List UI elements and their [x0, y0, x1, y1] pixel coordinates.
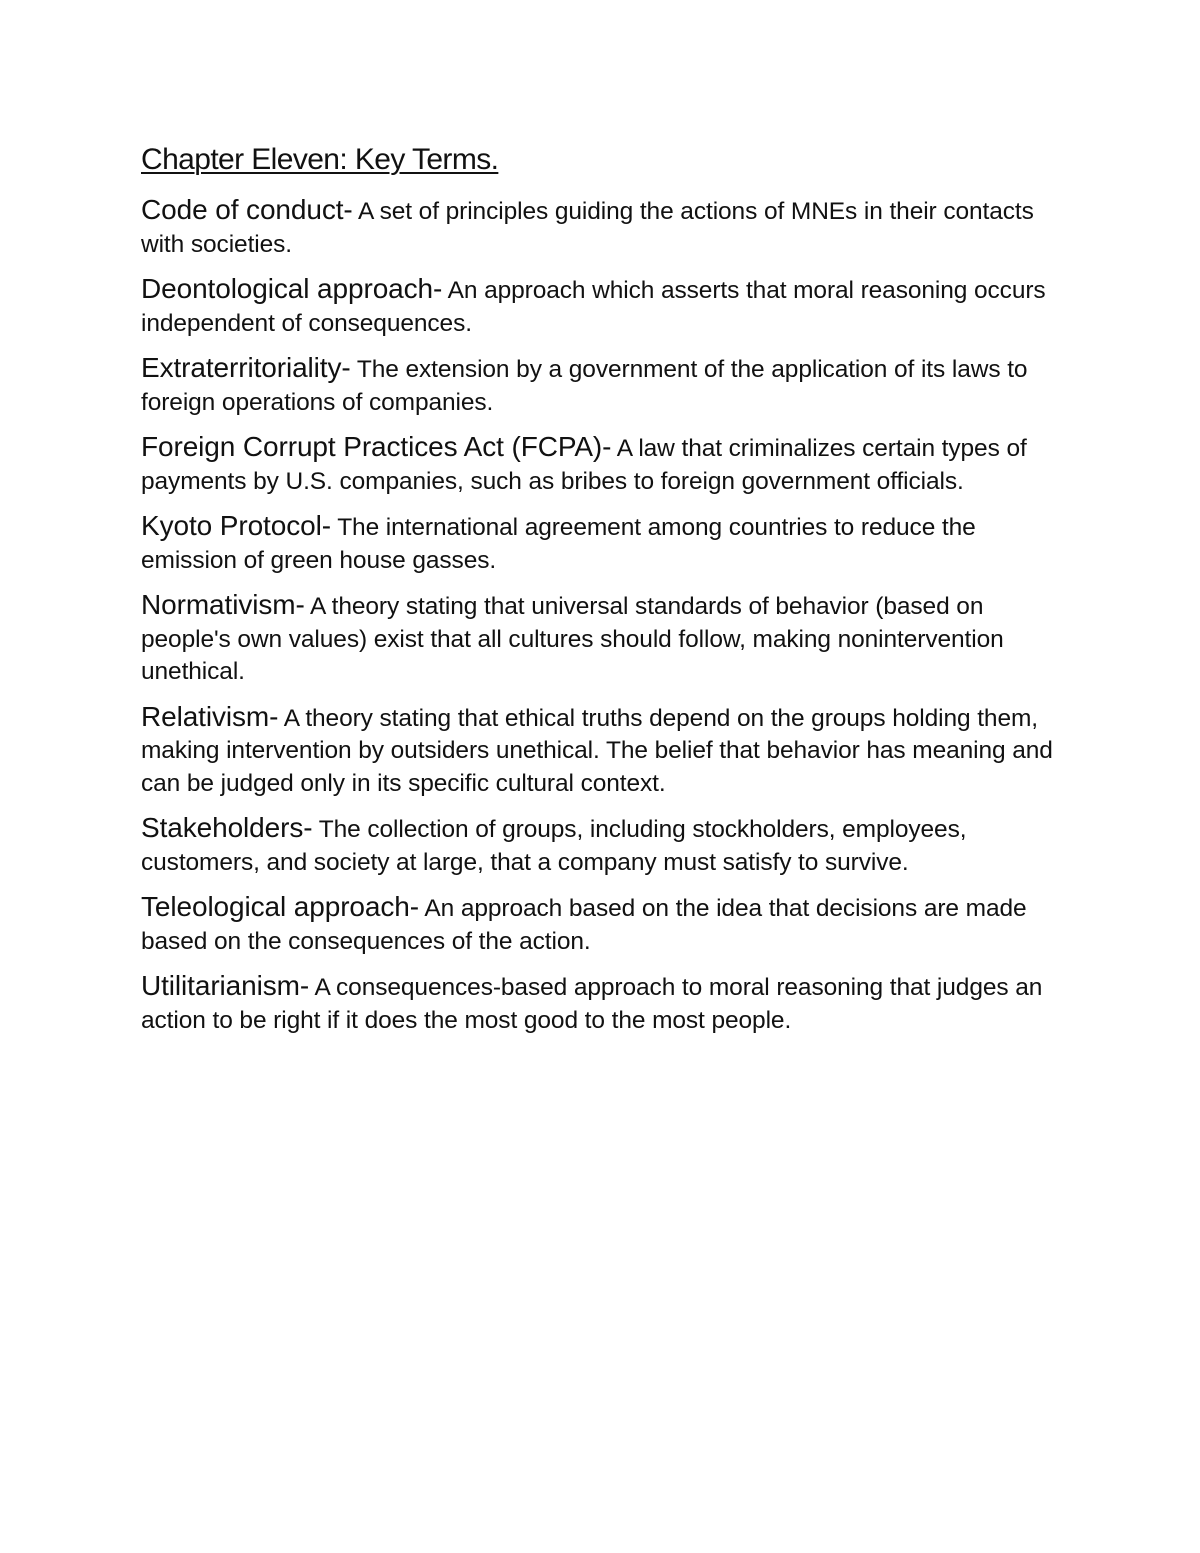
term-entry-normativism: [141, 589, 1071, 689]
term-entry-deontological-approach: [141, 273, 1071, 340]
term-entry-relativism: [141, 701, 1071, 801]
term-entry-code-of-conduct: [141, 194, 1071, 261]
term-name: Teleological approach-: [141, 891, 419, 922]
term-entry-stakeholders: [141, 812, 1071, 879]
term-entry-extraterritoriality: [141, 352, 1071, 419]
term-entry-kyoto-protocol: [141, 510, 1071, 577]
term-definition: A consequences-based approach to moral reasoning that judges an action to be right if it does the most good to the most people.: [141, 974, 1043, 1034]
term-definition: An approach which asserts that moral reasoning occurs independent of consequences.: [141, 277, 1046, 337]
term-definition: A theory stating that ethical truths depend on the groups holding them, making intervention by outsiders unethical. The belief that behavior has meaning and can be judged only in its specific cultural context.: [141, 704, 1053, 797]
term-name: Stakeholders-: [141, 812, 313, 843]
page-title: Chapter Eleven: Key Terms.: [141, 143, 499, 176]
term-name: Relativism-: [141, 700, 279, 732]
term-entry-utilitarianism: [141, 970, 1071, 1037]
term-definition: An approach based on the idea that decisions are made based on the consequences of the action.: [141, 895, 1027, 955]
term-definition: The international agreement among countries to reduce the emission of green house gasses.: [141, 514, 976, 574]
term-definition: The extension by a government of the application of its laws to foreign operations of companies.: [141, 356, 1028, 416]
term-entry-fcpa: [141, 431, 1071, 498]
term-definition: The collection of groups, including stockholders, employees, customers, and society at large, that a company must satisfy to survive.: [141, 816, 967, 876]
term-definition: A law that criminalizes certain types of payments by U.S. companies, such as bribes to foreign government officials.: [141, 435, 1027, 495]
term-name: Code of conduct-: [141, 194, 353, 225]
term-name: Utilitarianism-: [141, 970, 310, 1001]
term-definition: A set of principles guiding the actions of MNEs in their contacts with societies.: [141, 198, 1034, 258]
term-name: Foreign Corrupt Practices Act (FCPA)-: [141, 431, 612, 462]
term-entry-teleological-approach: [141, 891, 1071, 958]
term-name: Extraterritoriality-: [141, 352, 351, 383]
document-page: [141, 138, 1071, 1049]
term-name: Normativism-: [141, 589, 305, 620]
term-name: Deontological approach-: [141, 273, 443, 304]
term-name: Kyoto Protocol-: [141, 510, 331, 541]
term-definition: A theory stating that universal standards of behavior (based on people's own values) exist that all cultures should follow, making nonintervention unethical.: [141, 593, 1004, 685]
